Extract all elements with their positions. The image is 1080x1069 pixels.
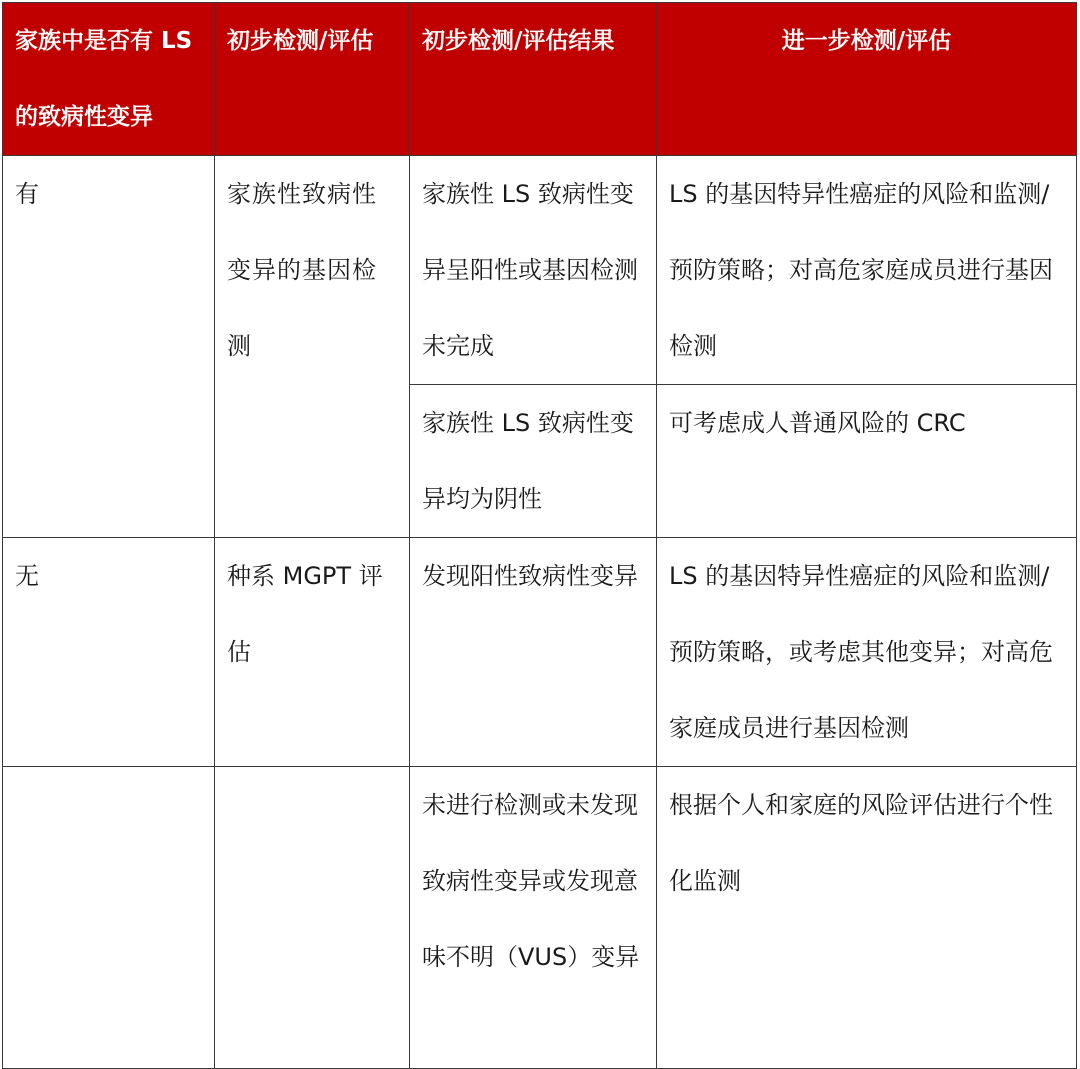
cell-further-test: LS 的基因特异性癌症的风险和监测/预防策略；对高危家庭成员进行基因检测 [657, 156, 1077, 385]
cell-initial-test: 种系 MGPT 评估 [215, 538, 410, 767]
cell-initial-test [215, 767, 410, 1069]
cell-family-variant: 无 [3, 538, 215, 767]
header-further-test: 进一步检测/评估 [657, 3, 1077, 156]
cell-further-test: 根据个人和家庭的风险评估进行个性化监测 [657, 767, 1077, 1069]
cell-further-test: 可考虑成人普通风险的 CRC [657, 385, 1077, 538]
table-row [3, 538, 1077, 767]
cell-initial-test: 家族性致病性变异的基因检测 [215, 156, 410, 538]
cell-family-variant: 有 [3, 156, 215, 538]
cell-initial-result: 发现阳性致病性变异 [410, 538, 657, 767]
guideline-table [2, 2, 1077, 1069]
table-row [3, 767, 1077, 1069]
cell-initial-result: 家族性 LS 致病性变异呈阳性或基因检测未完成 [410, 156, 657, 385]
table-row [3, 156, 1077, 385]
cell-initial-result: 未进行检测或未发现致病性变异或发现意味不明（VUS）变异 [410, 767, 657, 1069]
table-header-row [3, 3, 1077, 156]
header-initial-test: 初步检测/评估 [215, 3, 410, 156]
header-family-variant: 家族中是否有 LS 的致病性变异 [3, 3, 215, 156]
cell-family-variant [3, 767, 215, 1069]
header-initial-result: 初步检测/评估结果 [410, 3, 657, 156]
cell-initial-result: 家族性 LS 致病性变异均为阴性 [410, 385, 657, 538]
cell-further-test: LS 的基因特异性癌症的风险和监测/预防策略，或考虑其他变异；对高危家庭成员进行基因检测 [657, 538, 1077, 767]
